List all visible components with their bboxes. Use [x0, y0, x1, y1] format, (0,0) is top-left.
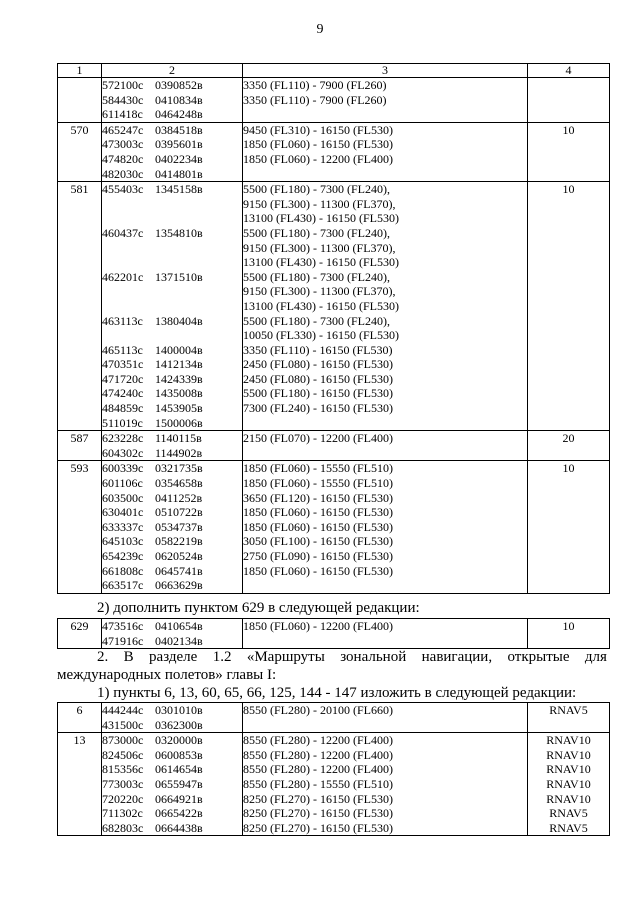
table-row [58, 122, 610, 181]
altitude-line: 2450 (FL080) - 16150 (FL530) [243, 371, 393, 386]
altitude-line: 13100 (FL430) - 16150 (FL530) [243, 211, 399, 226]
value-cell: 20 [528, 431, 610, 461]
table-row [58, 461, 610, 593]
altitudes-cell [243, 78, 528, 123]
altitude-line: 1850 (FL060) - 16150 (FL530) [243, 519, 393, 534]
altitude-line: 9450 (FL310) - 16150 (FL530) [243, 122, 393, 137]
altitude-line: 2150 (FL070) - 12200 (FL400) [243, 431, 393, 446]
point-line [102, 461, 242, 476]
latitude: 773003с [102, 776, 144, 791]
value-line: RNAV10 [546, 776, 591, 791]
latitude: 465113с [102, 342, 143, 357]
table-row [58, 619, 610, 649]
altitude-line: 8550 (FL280) - 12200 (FL400) [243, 762, 393, 777]
altitude-line [243, 718, 527, 733]
header-col-2: 2 [102, 64, 243, 78]
point-line [102, 777, 242, 792]
value-cell: 10 [528, 619, 610, 649]
longitude: 1400004в [155, 342, 203, 357]
latitude: 463113с [102, 313, 143, 328]
longitude: 0390852в [155, 78, 203, 92]
point-line [102, 792, 242, 807]
altitude-line [243, 578, 527, 593]
airway-table-1 [57, 63, 610, 594]
altitudes-cell [243, 619, 528, 649]
altitude-line: 8250 (FL270) - 16150 (FL530) [243, 820, 393, 835]
section-heading-line2: международных полетов» главы I: [57, 667, 277, 683]
point-line [102, 806, 242, 821]
latitude: 623228с [102, 431, 144, 446]
point-line [102, 821, 242, 836]
latitude: 474240с [102, 386, 144, 401]
latitude: 460437с [102, 225, 144, 240]
altitude-line: 1850 (FL060) - 15550 (FL510) [243, 476, 393, 491]
table-row [58, 431, 610, 461]
altitude-line: 1850 (FL060) - 12200 (FL400) [243, 151, 393, 166]
latitude: 604302с [102, 445, 144, 460]
altitudes-cell [243, 703, 528, 733]
latitude: 824506с [102, 747, 144, 762]
latitude: 462201с [102, 269, 144, 284]
altitudes-cell [243, 122, 528, 181]
longitude: 0414801в [155, 166, 203, 181]
longitude: 0665422в [155, 806, 203, 821]
altitudes-cell [243, 431, 528, 461]
altitudes-cell [243, 461, 528, 593]
altitude-line: 3650 (FL120) - 16150 (FL530) [243, 490, 393, 505]
value-line [528, 718, 609, 733]
longitude: 0362300в [155, 717, 203, 732]
longitude: 0354658в [155, 476, 203, 491]
route-number: 629 [58, 619, 102, 649]
value-line: RNAV10 [546, 747, 591, 762]
longitude: 1144902в [155, 445, 203, 460]
point-line [102, 211, 242, 226]
heading-word: разделе [149, 649, 198, 665]
instruction-replace: 1) пункты 6, 13, 60, 65, 66, 125, 144 - 147 изложить в следующей редакции: [97, 685, 577, 701]
points-cell [102, 703, 243, 733]
altitude-line: 13100 (FL430) - 16150 (FL530) [243, 255, 399, 270]
longitude: 0510722в [155, 505, 203, 520]
altitude-line [243, 107, 527, 122]
route-number: 6 [58, 703, 102, 733]
point-line [102, 446, 242, 461]
table-row [58, 182, 610, 431]
heading-word: навигации, [421, 649, 493, 665]
route-number: 581 [58, 182, 102, 431]
altitude-line: 8550 (FL280) - 12200 (FL400) [243, 747, 393, 762]
latitude: 603500с [102, 490, 144, 505]
table-row [58, 78, 610, 123]
altitude-line: 3050 (FL100) - 16150 (FL530) [243, 534, 393, 549]
point-line [102, 78, 242, 93]
airway-table-2 [57, 618, 610, 649]
point-line [102, 431, 242, 446]
section-heading-line1 [97, 648, 607, 666]
point-line [102, 401, 242, 416]
latitude: 482030с [102, 166, 144, 181]
heading-word: 1.2 [212, 649, 232, 665]
longitude: 0582219в [155, 534, 203, 549]
latitude: 584430с [102, 92, 144, 107]
altitude-line: 1850 (FL060) - 12200 (FL400) [243, 619, 393, 633]
altitude-line: 1850 (FL060) - 15550 (FL510) [243, 461, 393, 476]
altitude-line: 1850 (FL060) - 16150 (FL530) [243, 137, 393, 152]
altitude-line: 3350 (FL110) - 7900 (FL260) [243, 92, 387, 107]
altitude-line: 1850 (FL060) - 16150 (FL530) [243, 505, 393, 520]
point-line [102, 564, 242, 579]
altitude-line: 2750 (FL090) - 16150 (FL530) [243, 549, 393, 563]
table-row [58, 733, 610, 836]
point-line [102, 703, 242, 718]
altitude-line: 8550 (FL280) - 15550 (FL510) [243, 776, 393, 791]
value-cell [528, 78, 610, 123]
longitude: 0321735в [155, 461, 203, 476]
longitude: 0614654в [155, 762, 203, 777]
point-line [102, 152, 242, 167]
longitude: 0655947в [155, 776, 203, 791]
point-line [102, 549, 242, 564]
latitude: 572100с [102, 78, 144, 92]
heading-word: В [123, 649, 134, 665]
longitude: 0395601в [155, 137, 203, 152]
latitude: 484859с [102, 401, 144, 416]
point-line [102, 386, 242, 401]
table-row [58, 703, 610, 733]
latitude: 682803с [102, 820, 144, 835]
longitude: 0645741в [155, 563, 203, 578]
longitude: 0620524в [155, 549, 203, 563]
longitude: 0663629в [155, 578, 203, 593]
altitude-line [243, 416, 527, 431]
point-line [102, 520, 242, 535]
point-line [102, 255, 242, 270]
point-line [102, 505, 242, 520]
point-line [102, 343, 242, 358]
latitude: 473003с [102, 137, 144, 152]
longitude: 0664438в [155, 820, 203, 835]
point-line [102, 578, 242, 593]
header-col-4: 4 [528, 64, 610, 78]
longitude: 1140115в [155, 431, 202, 446]
latitude: 611418с [102, 107, 143, 122]
latitude: 600339с [102, 461, 144, 476]
longitude: 0534737в [155, 519, 203, 534]
value-line: RNAV10 [546, 733, 591, 748]
altitude-line: 3350 (FL110) - 16150 (FL530) [243, 342, 393, 357]
altitude-line: 8250 (FL270) - 16150 (FL530) [243, 806, 393, 821]
latitude: 663517с [102, 578, 144, 593]
longitude: 0410834в [155, 92, 203, 107]
point-line [102, 634, 242, 649]
latitude: 873000с [102, 733, 144, 748]
value-line: RNAV10 [546, 762, 591, 777]
heading-word: «Маршруты [246, 649, 325, 665]
point-line [102, 748, 242, 763]
latitude: 633337с [102, 519, 144, 534]
route-number: 570 [58, 122, 102, 181]
longitude: 1424339в [155, 371, 203, 386]
latitude: 474820с [102, 151, 144, 166]
longitude: 0664921в [155, 791, 203, 806]
altitude-line: 9150 (FL300) - 11300 (FL370), [243, 240, 396, 255]
altitude-line: 9150 (FL300) - 11300 (FL370), [243, 284, 396, 299]
point-line [102, 762, 242, 777]
longitude: 0301010в [155, 703, 203, 717]
altitude-line: 9150 (FL300) - 11300 (FL370), [243, 196, 396, 211]
longitude: 0600853в [155, 747, 203, 762]
latitude: 645103с [102, 534, 144, 549]
points-cell [102, 78, 243, 123]
point-line [102, 284, 242, 299]
airway-table-3 [57, 702, 610, 836]
point-line [102, 197, 242, 212]
page-number: 9 [316, 22, 324, 37]
header-col-1: 1 [58, 64, 102, 78]
longitude: 1500006в [155, 415, 203, 430]
longitude: 1453905в [155, 401, 203, 416]
latitude: 455403с [102, 182, 144, 197]
longitude: 0464248в [155, 107, 203, 122]
point-line [102, 137, 242, 152]
altitude-line: 3350 (FL110) - 7900 (FL260) [243, 78, 387, 92]
altitude-line: 1850 (FL060) - 16150 (FL530) [243, 563, 393, 578]
latitude: 465247с [102, 122, 144, 137]
point-line [102, 534, 242, 549]
point-line [102, 619, 242, 634]
altitude-line: 13100 (FL430) - 16150 (FL530) [243, 298, 399, 313]
table-header-row [58, 64, 610, 78]
value-cell: 10 [528, 182, 610, 431]
point-line [102, 226, 242, 241]
longitude: 0320000в [155, 733, 203, 748]
point-line [102, 182, 242, 197]
point-line [102, 299, 242, 314]
altitude-line: 5500 (FL180) - 16150 (FL530) [243, 386, 393, 401]
latitude: 661808с [102, 563, 144, 578]
points-cell [102, 182, 243, 431]
altitudes-cell [243, 182, 528, 431]
heading-word: для [584, 649, 607, 665]
longitude: 1380404в [155, 313, 203, 328]
longitude: 0402234в [155, 151, 203, 166]
route-number: 13 [58, 733, 102, 836]
point-line [102, 107, 242, 122]
heading-word: 2. [97, 649, 109, 665]
heading-word: зональной [340, 649, 407, 665]
altitudes-cell [243, 733, 528, 836]
longitude: 1354810в [155, 225, 203, 240]
longitude: 1371510в [155, 269, 203, 284]
altitude-line: 2450 (FL080) - 16150 (FL530) [243, 357, 393, 372]
route-number: 593 [58, 461, 102, 593]
latitude: 511019с [102, 415, 143, 430]
points-cell [102, 461, 243, 593]
value-cell [528, 703, 610, 733]
points-cell [102, 431, 243, 461]
altitude-line [243, 446, 527, 461]
points-cell [102, 619, 243, 649]
point-line [102, 416, 242, 431]
value-cell [528, 733, 610, 836]
heading-word: открытые [507, 649, 570, 665]
altitude-line: 5500 (FL180) - 7300 (FL240), [243, 269, 390, 284]
altitude-line: 5500 (FL180) - 7300 (FL240), [243, 182, 390, 197]
latitude: 815356с [102, 762, 144, 777]
longitude: 1345158в [155, 182, 203, 197]
point-line [102, 93, 242, 108]
altitude-line: 7300 (FL240) - 16150 (FL530) [243, 401, 393, 416]
latitude: 601106с [102, 476, 143, 491]
point-line [102, 372, 242, 387]
altitude-line: 8550 (FL280) - 12200 (FL400) [243, 733, 393, 748]
value-line: RNAV10 [546, 791, 591, 806]
point-line [102, 241, 242, 256]
instruction-add-629: 2) дополнить пунктом 629 в следующей редакции: [97, 600, 420, 616]
longitude: 0411252в [155, 490, 203, 505]
header-col-3: 3 [243, 64, 528, 78]
point-line [102, 314, 242, 329]
value-cell: 10 [528, 122, 610, 181]
altitude-line: 5500 (FL180) - 7300 (FL240), [243, 313, 390, 328]
latitude: 654239с [102, 549, 144, 563]
altitude-line: 8250 (FL270) - 16150 (FL530) [243, 791, 393, 806]
longitude: 0410654в [155, 619, 203, 633]
longitude: 1412134в [155, 357, 203, 372]
value-line: RNAV5 [549, 806, 588, 821]
point-line [102, 718, 242, 733]
points-cell [102, 122, 243, 181]
point-line [102, 328, 242, 343]
altitude-line: 8550 (FL280) - 20100 (FL660) [243, 703, 393, 717]
latitude: 444244с [102, 703, 144, 717]
route-number: 587 [58, 431, 102, 461]
latitude: 711302с [102, 806, 143, 821]
route-number [58, 78, 102, 123]
altitude-line: 5500 (FL180) - 7300 (FL240), [243, 225, 390, 240]
point-line [102, 167, 242, 182]
longitude: 0384518в [155, 122, 203, 137]
point-line [102, 476, 242, 491]
altitude-line [243, 634, 527, 649]
altitude-line: 10050 (FL330) - 16150 (FL530) [243, 328, 399, 343]
latitude: 471916с [102, 633, 144, 648]
altitude-line [243, 167, 527, 182]
latitude: 431500с [102, 717, 144, 732]
longitude: 0402134в [155, 633, 203, 648]
point-line [102, 491, 242, 506]
value-line: RNAV5 [549, 703, 588, 717]
point-line [102, 270, 242, 285]
points-cell [102, 733, 243, 836]
point-line [102, 733, 242, 748]
latitude: 630401с [102, 505, 144, 520]
value-line: RNAV5 [549, 820, 588, 835]
longitude: 1435008в [155, 386, 203, 401]
latitude: 471720с [102, 371, 144, 386]
value-cell: 10 [528, 461, 610, 593]
latitude: 720220с [102, 791, 144, 806]
point-line [102, 123, 242, 138]
point-line [102, 357, 242, 372]
latitude: 470351с [102, 357, 144, 372]
latitude: 473516с [102, 619, 144, 633]
